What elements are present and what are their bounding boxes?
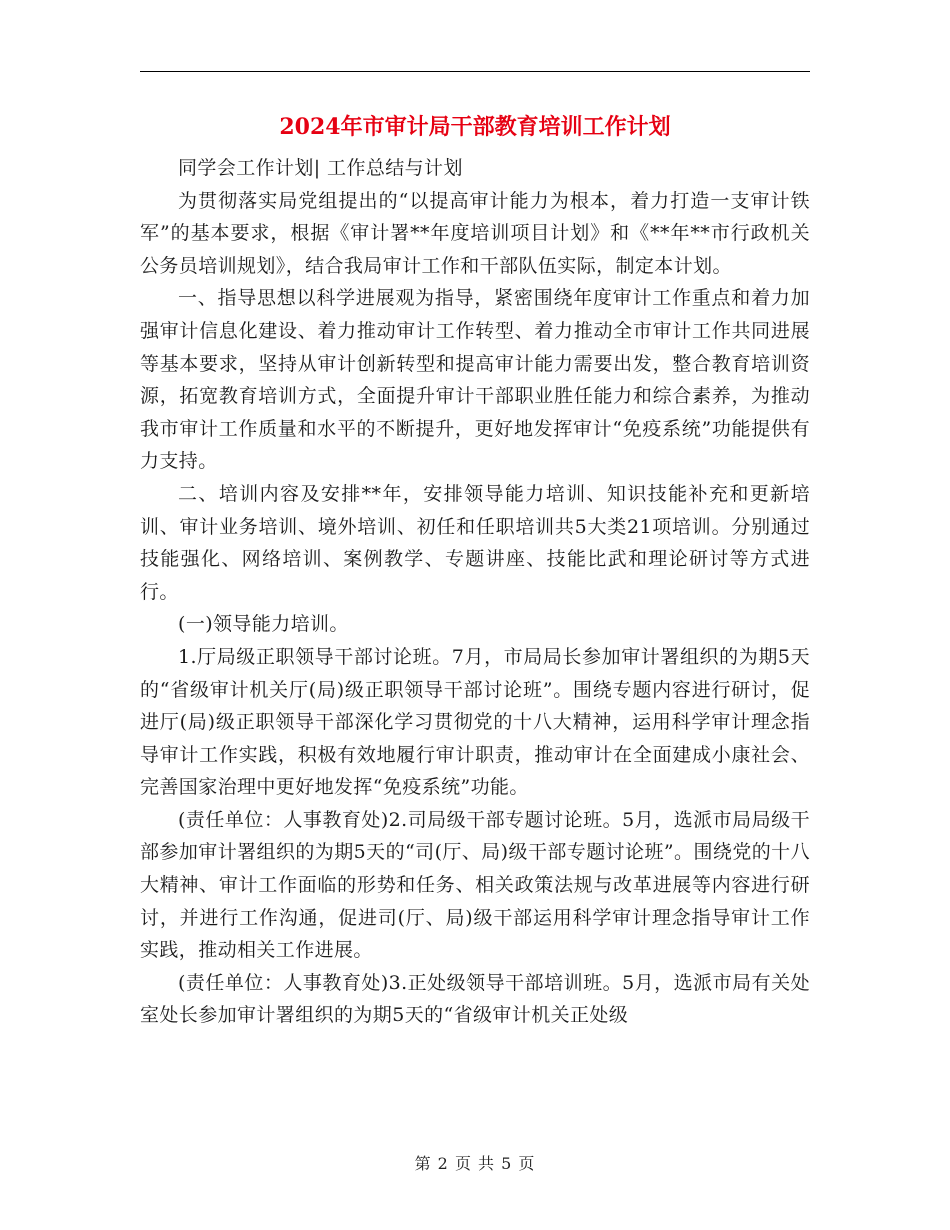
paragraph-intro: 为贯彻落实局党组提出的“以提高审计能力为根本，着力打造一支审计铁军”的基本要求，根据《审计署**年度培训项目计划》和《**年**市行政机关公务员培训规划》，结合我局审计工作和干部队伍实际，制定本计划。 [140, 189, 810, 277]
document-body [140, 152, 810, 1032]
page-number: 第 2 页 共 5 页 [414, 1154, 536, 1173]
paragraph-guiding-ideology: 一、指导思想以科学进展观为指导，紧密围绕年度审计工作重点和着力加强审计信息化建设、着力推动审计工作转型、着力推动全市审计工作共同进展等基本要求，坚持从审计创新转型和提高审计能力需要出发，整合教育培训资源，拓宽教育培训方式，全面提升审计干部职业胜任能力和综合素养，为推动我市审计工作质量和水平的不断提升，更好地发挥审计“免疫系统”功能提供有力支持。 [140, 287, 810, 473]
paragraph-leadership-heading: (一)领导能力培训。 [178, 613, 349, 636]
paragraph-item-3: (责任单位：人事教育处)3.正处级领导干部培训班。5月，选派市局有关处室处长参加审计署组织的为期5天的“省级审计机关正处级 [140, 971, 810, 1027]
document-title: 2024年市审计局干部教育培训工作计划 [279, 114, 671, 140]
subtitle-line: 同学会工作计划| 工作总结与计划 [178, 157, 463, 179]
header-rule [140, 71, 810, 72]
paragraph-item-1: 1.厅局级正职领导干部讨论班。7月，市局局长参加审计署组织的为期5天的“省级审计机关厅(局)级正职领导干部讨论班”。围绕专题内容进行研讨，促进厅(局)级正职领导干部深化学习贯彻党的十八大精神，运用科学审计理念指导审计工作实践，积极有效地履行审计职责，推动审计在全面建成小康社会、完善国家治理中更好地发挥“免疫系统”功能。 [140, 645, 810, 799]
paragraph-training-content: 二、培训内容及安排**年，安排领导能力培训、知识技能补充和更新培训、审计业务培训、境外培训、初任和任职培训共5大类21项培训。分别通过技能强化、网络培训、案例教学、专题讲座、技能比武和理论研讨等方式进行。 [140, 482, 810, 603]
paragraph-item-2: (责任单位：人事教育处)2.司局级干部专题讨论班。5月，选派市局局级干部参加审计署组织的为期5天的“司(厅、局)级干部专题讨论班”。围绕党的十八大精神、审计工作面临的形势和任务、相关政策法规与改革进展等内容进行研讨，并进行工作沟通，促进司(厅、局)级干部运用科学审计理念指导审计工作实践，推动相关工作进展。 [140, 808, 810, 962]
